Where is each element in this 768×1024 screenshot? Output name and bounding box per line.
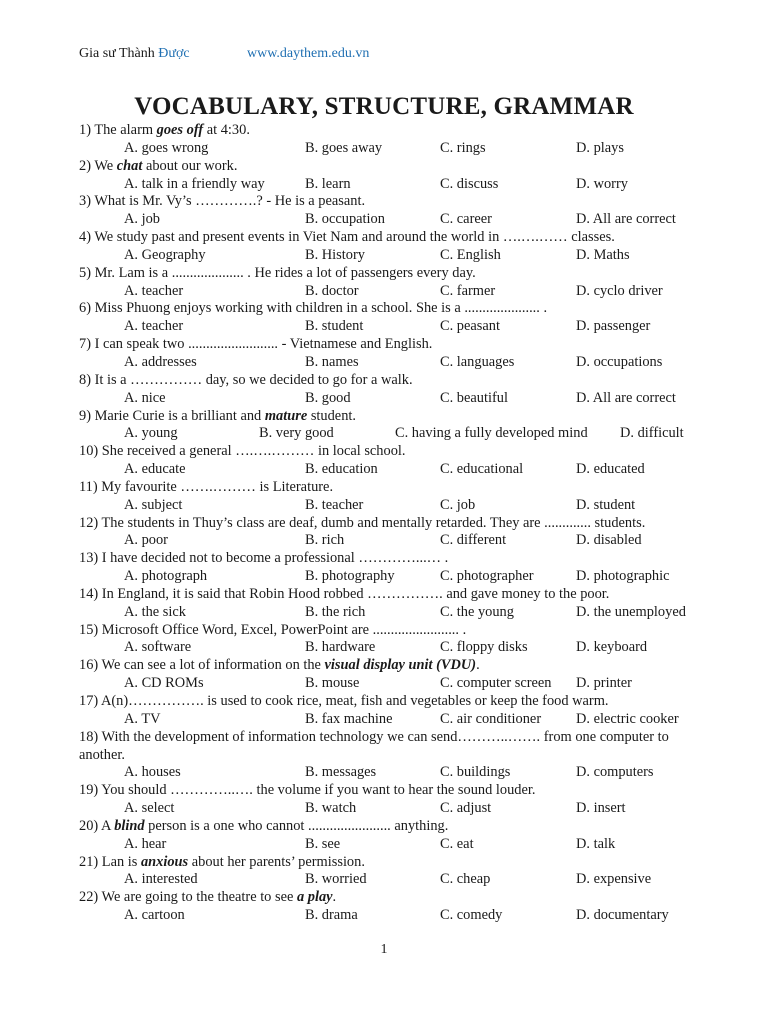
question-stem <box>79 408 709 426</box>
option-d: D. the unemployed <box>576 603 686 620</box>
option-c: C. photographer <box>440 568 534 585</box>
stem-text: 17) A(n)……………. is used to cook rice, meat, fish and vegetables or keep the food warm. <box>79 693 609 709</box>
stem-text: 16) We can see a lot of information on the <box>79 657 325 674</box>
question-stem <box>79 265 709 283</box>
option-d: D. cyclo driver <box>576 282 663 299</box>
option-d: D. worry <box>576 175 628 192</box>
question-3 <box>79 193 709 229</box>
option-c: C. cheap <box>440 871 491 888</box>
option-a: A. job <box>124 211 160 228</box>
stem-emphasis: a play <box>296 889 333 906</box>
option-d: D. All are correct <box>576 211 676 228</box>
option-c: C. job <box>440 496 476 513</box>
option-c: C. beautiful <box>440 389 508 406</box>
option-a: A. photograph <box>124 568 208 585</box>
stem-emphasis: chat <box>116 157 143 174</box>
question-9 <box>79 408 709 444</box>
option-d: D. photographic <box>576 568 670 585</box>
stem-text: 2) We <box>79 157 117 174</box>
answer-options <box>79 318 709 336</box>
stem-text: . <box>476 657 480 674</box>
answer-options <box>79 497 709 515</box>
stem-text: . <box>332 889 337 906</box>
question-stem <box>79 729 709 765</box>
question-stem <box>79 515 709 533</box>
question-stem <box>79 854 709 872</box>
option-c: C. different <box>440 532 507 549</box>
option-c: C. career <box>440 211 492 228</box>
stem-text: 18) With the development of information technology we can send………..……. from one computer to another. <box>79 728 669 763</box>
option-d: D. difficult <box>620 425 684 442</box>
question-11 <box>79 479 709 515</box>
option-b: B. worried <box>305 871 367 888</box>
stem-text: about her parents’ permission. <box>188 853 365 870</box>
option-a: A. the sick <box>124 603 186 620</box>
question-18 <box>79 729 709 783</box>
answer-options <box>79 247 709 265</box>
option-c: C. rings <box>440 139 486 156</box>
page-header <box>79 46 370 62</box>
stem-text: 22) We are going to the theatre to see <box>79 889 297 906</box>
option-c: C. eat <box>440 835 474 852</box>
option-b: B. very good <box>259 425 334 442</box>
question-stem <box>79 479 709 497</box>
question-stem <box>79 586 709 604</box>
page-number: 1 <box>380 942 388 957</box>
stem-text: 7) I can speak two ......................... - Vietnamese and English. <box>79 336 433 353</box>
stem-text: 3) What is Mr. Vy’s ………….? - He is a peasant. <box>79 193 366 210</box>
answer-options <box>79 568 709 586</box>
question-10 <box>79 443 709 479</box>
option-a: A. teacher <box>124 318 184 335</box>
option-b: B. rich <box>305 532 345 549</box>
question-1 <box>79 122 709 158</box>
answer-options <box>79 836 709 854</box>
option-b: B. the rich <box>305 603 366 620</box>
option-a: A. interested <box>124 871 198 888</box>
option-a: A. educate <box>124 461 186 478</box>
answer-options <box>79 461 709 479</box>
website-link[interactable]: www.daythem.edu.vn <box>247 46 370 61</box>
question-4 <box>79 229 709 265</box>
question-stem <box>79 657 709 675</box>
option-c: C. buildings <box>440 764 511 781</box>
question-16 <box>79 657 709 693</box>
question-15 <box>79 622 709 658</box>
option-b: B. photography <box>305 568 395 585</box>
option-a: A. poor <box>124 532 168 549</box>
option-a: A. talk in a friendly way <box>124 175 265 192</box>
question-stem <box>79 443 709 461</box>
option-b: B. mouse <box>305 675 360 692</box>
answer-options <box>79 211 709 229</box>
question-stem <box>79 550 709 568</box>
stem-text: student. <box>307 407 356 424</box>
question-8 <box>79 372 709 408</box>
author-name: Gia sư Thành Được <box>79 46 190 61</box>
author-name-accent: Được <box>158 46 190 61</box>
question-stem <box>79 122 709 140</box>
stem-text: at 4:30. <box>203 122 250 138</box>
question-14 <box>79 586 709 622</box>
answer-options <box>79 604 709 622</box>
answer-options <box>79 354 709 372</box>
answer-options <box>79 907 709 925</box>
option-d: D. Maths <box>576 246 630 263</box>
option-c: C. languages <box>440 353 515 370</box>
stem-text: 9) Marie Curie is a brilliant and <box>79 407 265 424</box>
option-b: B. fax machine <box>305 710 393 727</box>
question-stem <box>79 818 709 836</box>
option-a: A. goes wrong <box>124 139 209 156</box>
answer-options <box>79 390 709 408</box>
answer-options <box>79 711 709 729</box>
stem-text: 10) She received a general ….….……… in local school. <box>79 443 406 460</box>
stem-emphasis: mature <box>264 407 308 424</box>
option-c: C. discuss <box>440 175 499 192</box>
option-d: D. All are correct <box>576 389 676 406</box>
option-b: B. doctor <box>305 282 359 299</box>
option-b: B. occupation <box>305 211 385 228</box>
question-13 <box>79 550 709 586</box>
option-d: D. documentary <box>576 907 669 924</box>
option-a: A. addresses <box>124 353 197 370</box>
option-a: A. cartoon <box>124 907 185 924</box>
option-d: D. occupations <box>576 353 663 370</box>
option-d: D. student <box>576 496 636 513</box>
option-a: A. CD ROMs <box>124 675 204 692</box>
option-b: B. learn <box>305 175 351 192</box>
option-b: B. teacher <box>305 496 364 513</box>
option-c: C. peasant <box>440 318 500 335</box>
question-21 <box>79 854 709 890</box>
option-b: B. names <box>305 353 359 370</box>
question-5 <box>79 265 709 301</box>
question-17 <box>79 693 709 729</box>
option-d: D. passenger <box>576 318 651 335</box>
answer-options <box>79 425 709 443</box>
question-20 <box>79 818 709 854</box>
option-c: C. comedy <box>440 907 503 924</box>
option-c: C. adjust <box>440 800 492 817</box>
answer-options <box>79 871 709 889</box>
question-6 <box>79 300 709 336</box>
option-a: A. software <box>124 639 192 656</box>
answer-options <box>79 140 709 158</box>
stem-text: 19) You should …………..…. the volume if you want to hear the sound louder. <box>79 782 536 799</box>
stem-text: 8) It is a …………… day, so we decided to go for a walk. <box>79 371 413 388</box>
option-b: B. student <box>305 318 364 335</box>
worksheet-title: VOCABULARY, STRUCTURE, GRAMMAR <box>134 93 634 120</box>
option-d: D. insert <box>576 800 626 817</box>
question-stem <box>79 889 709 907</box>
question-stem <box>79 158 709 176</box>
stem-text: 11) My favourite …….……… is Literature. <box>79 478 334 495</box>
option-b: B. hardware <box>305 639 376 656</box>
stem-text: about our work. <box>142 157 238 174</box>
option-c: C. computer screen <box>440 675 552 692</box>
option-b: B. education <box>305 461 378 478</box>
option-d: D. educated <box>576 461 645 478</box>
question-stem <box>79 782 709 800</box>
stem-text: 20) A <box>79 817 115 834</box>
stem-text: 13) I have decided not to become a professional …………...… . <box>79 550 449 567</box>
option-d: D. plays <box>576 139 624 156</box>
answer-options <box>79 639 709 657</box>
option-d: D. disabled <box>576 532 642 549</box>
option-d: D. keyboard <box>576 639 648 656</box>
question-stem <box>79 622 709 640</box>
answer-options <box>79 800 709 818</box>
question-stem <box>79 693 709 711</box>
option-a: A. subject <box>124 496 183 513</box>
option-a: A. young <box>124 425 178 442</box>
option-a: A. nice <box>124 389 166 406</box>
stem-emphasis: blind <box>114 817 145 834</box>
answer-options <box>79 532 709 550</box>
option-a: A. Geography <box>124 246 206 263</box>
answer-options <box>79 764 709 782</box>
option-c: C. English <box>440 246 501 263</box>
option-d: D. printer <box>576 675 632 692</box>
option-a: A. TV <box>124 710 161 727</box>
option-c: C. having a fully developed mind <box>395 425 588 442</box>
question-stem <box>79 336 709 354</box>
option-d: D. expensive <box>576 871 652 888</box>
question-list <box>79 122 709 925</box>
option-c: C. the young <box>440 603 514 620</box>
stem-text: 12) The students in Thuy’s class are deaf, dumb and mentally retarded. They are ............. students. <box>79 514 646 531</box>
option-d: D. computers <box>576 764 654 781</box>
question-stem <box>79 300 709 318</box>
stem-text: 1) The alarm <box>79 122 157 138</box>
question-stem <box>79 372 709 390</box>
question-stem <box>79 193 709 211</box>
answer-options <box>79 176 709 194</box>
option-c: C. farmer <box>440 282 496 299</box>
stem-text: 15) Microsoft Office Word, Excel, PowerPoint are ........................ . <box>79 621 467 638</box>
question-12 <box>79 515 709 551</box>
option-b: B. good <box>305 389 351 406</box>
stem-text: 5) Mr. Lam is a .................... . He rides a lot of passengers every day. <box>79 264 476 281</box>
option-b: B. watch <box>305 800 357 817</box>
option-b: B. drama <box>305 907 358 924</box>
question-stem <box>79 229 709 247</box>
option-b: B. messages <box>305 764 377 781</box>
option-b: B. History <box>305 246 365 263</box>
option-d: D. talk <box>576 835 616 852</box>
answer-options <box>79 675 709 693</box>
option-c: C. educational <box>440 461 524 478</box>
answer-options <box>79 283 709 301</box>
option-a: A. houses <box>124 764 181 781</box>
option-b: B. see <box>305 835 341 852</box>
option-a: A. select <box>124 800 175 817</box>
option-c: C. air conditioner <box>440 710 542 727</box>
question-2 <box>79 158 709 194</box>
option-d: D. electric cooker <box>576 710 679 727</box>
question-7 <box>79 336 709 372</box>
stem-text: 21) Lan is <box>79 853 141 870</box>
stem-text: 4) We study past and present events in Viet Nam and around the world in ….….…… classes. <box>79 229 615 246</box>
option-a: A. teacher <box>124 282 184 299</box>
stem-text: 6) Miss Phuong enjoys working with children in a school. She is a ..................... . <box>79 300 548 317</box>
stem-emphasis: anxious <box>140 853 189 870</box>
stem-emphasis: goes off <box>156 122 204 138</box>
question-22 <box>79 889 709 925</box>
option-b: B. goes away <box>305 139 383 156</box>
option-c: C. floppy disks <box>440 639 528 656</box>
question-19 <box>79 782 709 818</box>
option-a: A. hear <box>124 835 167 852</box>
stem-emphasis: visual display unit (VDU) <box>324 657 477 674</box>
stem-text: person is a one who cannot ....................... anything. <box>144 817 449 834</box>
stem-text: 14) In England, it is said that Robin Hood robbed ……………. and gave money to the poor. <box>79 585 610 602</box>
